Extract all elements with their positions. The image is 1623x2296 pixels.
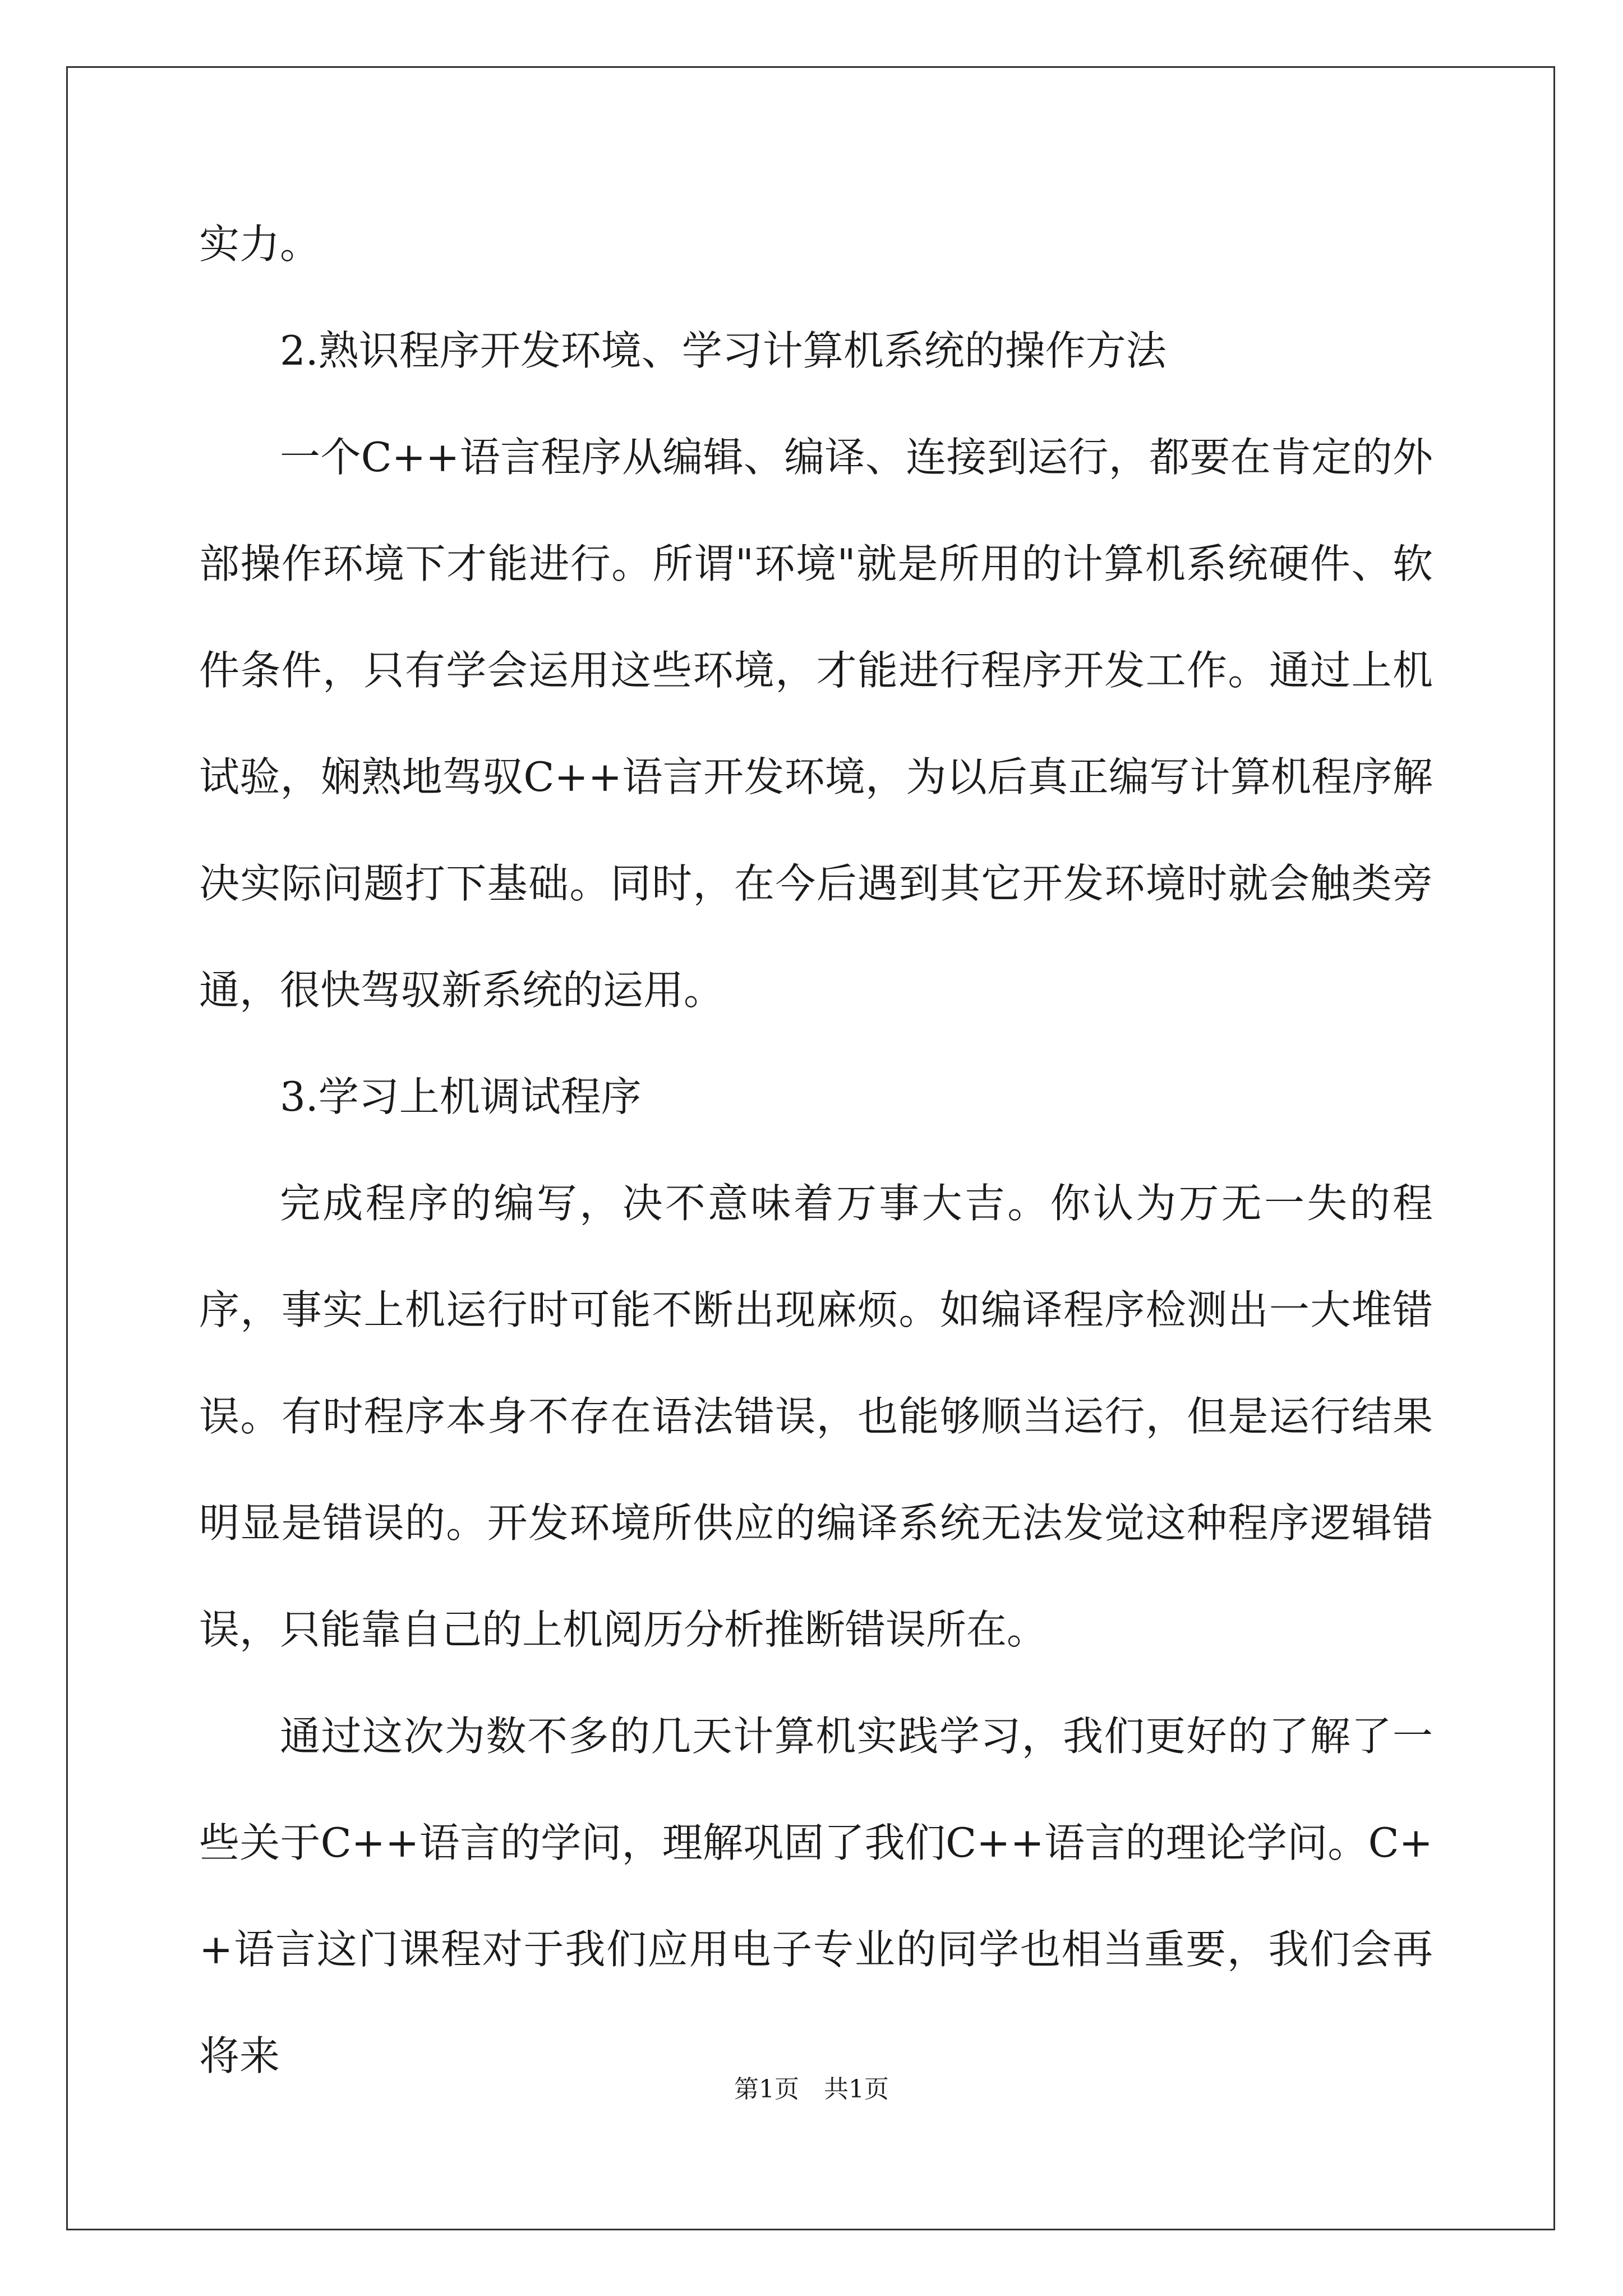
document-body (199, 191, 1433, 2109)
paragraph-3: 一个C++语言程序从编辑、编译、连接到运行，都要在肯定的外部操作环境下才能进行。所谓"环境"就是所用的计算机系统硬件、软件条件，只有学会运用这些环境，才能进行程序开发工作。通过上机试验，娴熟地驾驭C++语言开发环境，为以后真正编写计算机程序解决实际问题打下基础。同时，在今后遇到其它开发环境时就会触类旁通，很快驾驭新系统的运用。 (199, 434, 1433, 1014)
page-footer: 第1页 共1页 (734, 2075, 889, 2104)
paragraph-1: 实力。 (199, 220, 321, 268)
paragraph-2-heading: 2.熟识程序开发环境、学习计算机系统的操作方法 (280, 327, 1166, 374)
paragraph-4-heading: 3.学习上机调试程序 (280, 1073, 642, 1120)
paragraph-6: 通过这次为数不多的几天计算机实践学习，我们更好的了解了一些关于C++语言的学问，理解巩固了我们C++语言的理论学问。C++语言这门课程对于我们应用电子专业的同学也相当重要，我们会再将来 (199, 1713, 1433, 2079)
paragraph-5: 完成程序的编写，决不意味着万事大吉。你认为万无一失的程序，事实上机运行时可能不断出现麻烦。如编译程序检测出一大堆错误。有时程序本身不存在语法错误，也能够顺当运行，但是运行结果明显是错误的。开发环境所供应的编译系统无法发觉这种程序逻辑错误，只能靠自己的上机阅历分析推断错误所在。 (199, 1180, 1433, 1653)
